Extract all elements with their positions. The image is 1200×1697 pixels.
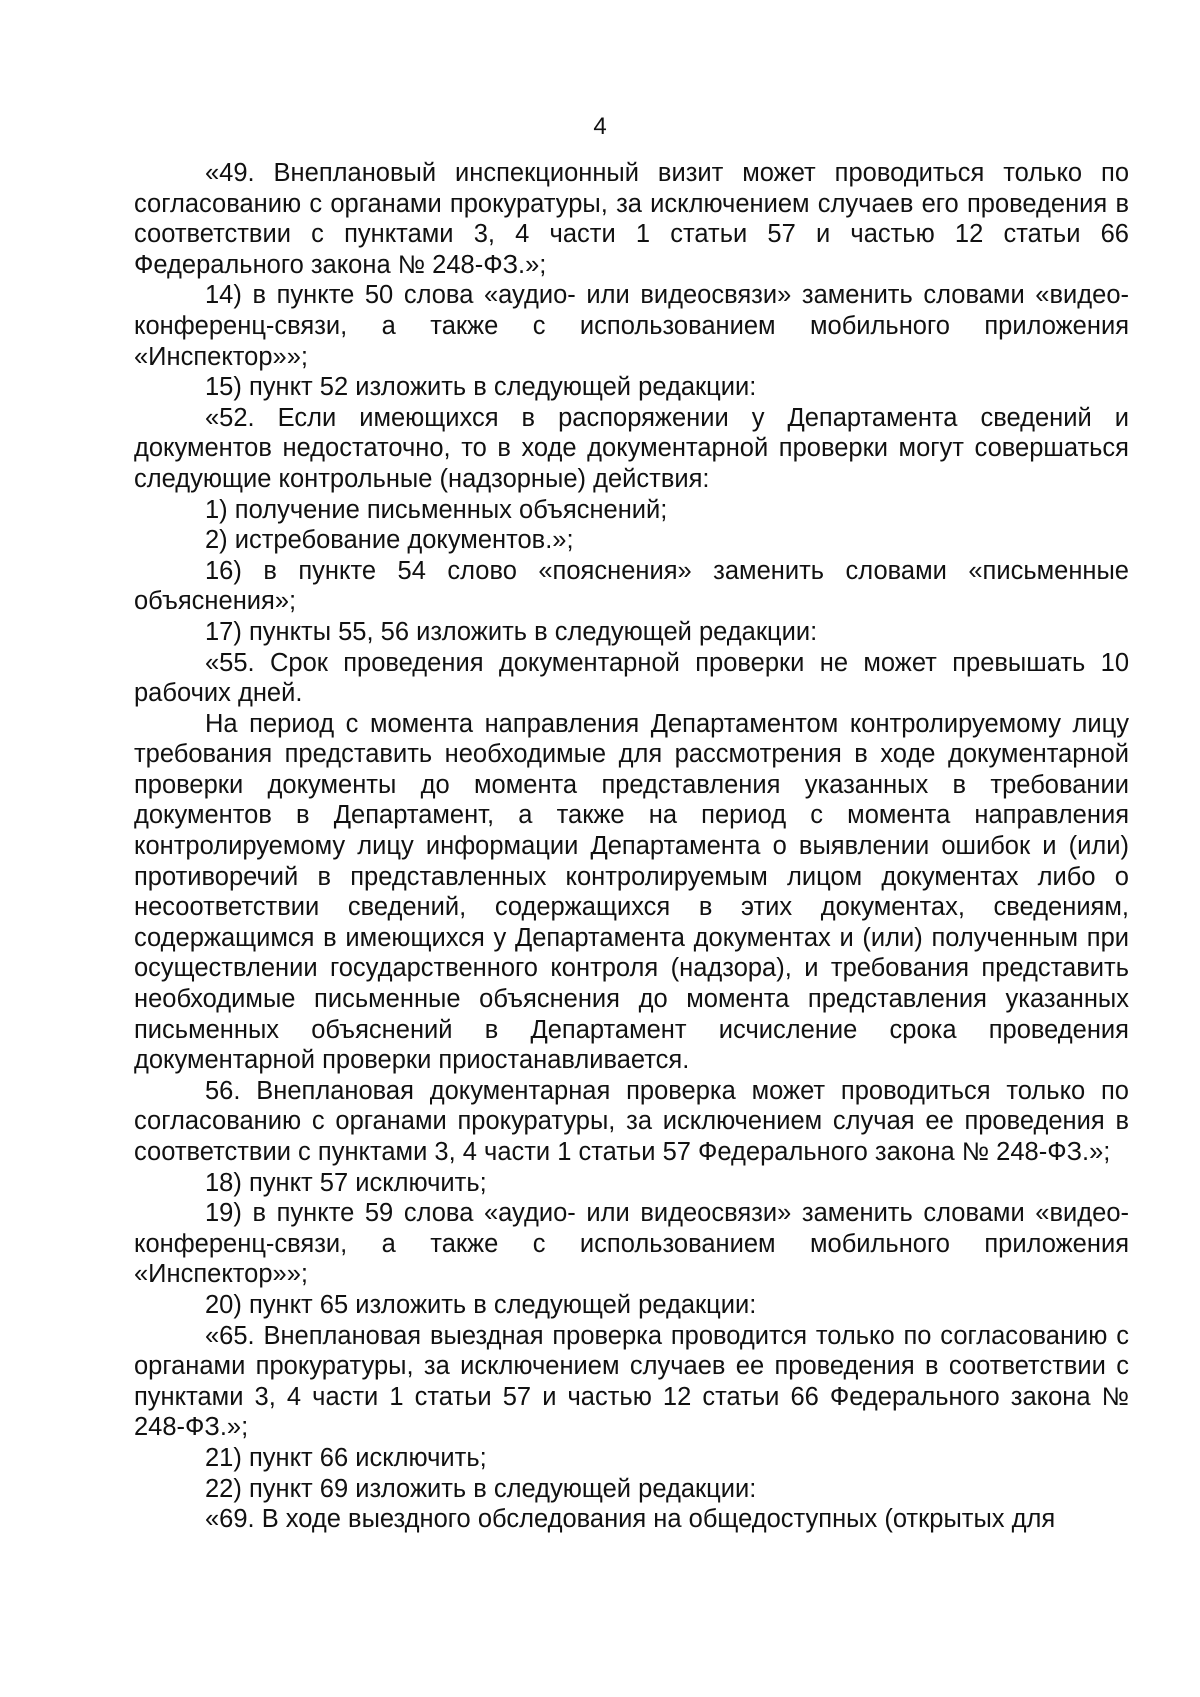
paragraph-item-56: 56. Внеплановая документарная проверка может проводиться только по согласованию с органами прокуратуры, за исключением случая ее проведения в соответствии с пунктами 3, 4 части 1 статьи 57 Федерального закона № 248-ФЗ.»; [134,1076,1129,1166]
paragraph-amendment-16: 16) в пункте 54 слово «пояснения» заменить словами «письменные объяснения»; [134,556,1129,616]
document-body [134,158,1129,1535]
paragraph-item-49: «49. Внеплановый инспекционный визит может проводиться только по согласованию с органами прокуратуры, за исключением случаев его проведения в соответствии с пунктами 3, 4 части 1 статьи 57 и частью 12 статьи 66 Федерального закона № 248-ФЗ.»; [134,159,1129,279]
paragraph-item-55-period: На период с момента направления Департаментом контролируемому лицу требования представить необходимые для рассмотрения в ходе документарной проверки документы до момента представления указанных в требовании документов в Департамент, а также на период с момента направления контролируемому лицу информации Департамента о выявлении ошибок и (или) противоречий в представленных контролируемым лицом документах либо о несоответствии сведений, содержащихся в этих документах, сведениям, содержащимся в имеющихся у Департамента документах и (или) полученным при осуществлении государственного контроля (надзора), и требования представить необходимые письменные объяснения до момента представления указанных письменных объяснений в Департамент исчисление срока проведения документарной проверки приостанавливается. [134,709,1129,1075]
paragraph-item-55: «55. Срок проведения документарной проверки не может превышать 10 рабочих дней. [134,648,1129,708]
paragraph-item-52-sub-1: 1) получение письменных объяснений; [205,495,668,524]
paragraph-item-52-sub-2: 2) истребование документов.»; [205,526,574,555]
paragraph-amendment-19: 19) в пункте 59 слова «аудио- или видеосвязи» заменить словами «видео-конференц-связи, а также с использованием мобильного приложения «Инспектор»»; [134,1199,1129,1289]
paragraph-amendment-17: 17) пункты 55, 56 изложить в следующей редакции: [205,617,818,646]
paragraph-amendment-22: 22) пункт 69 изложить в следующей редакции: [205,1474,757,1503]
paragraph-amendment-20: 20) пункт 65 изложить в следующей редакции: [205,1290,757,1319]
paragraph-item-69: «69. В ходе выездного обследования на общедоступных (открытых для [205,1505,1056,1534]
paragraph-item-52: «52. Если имеющихся в распоряжении у Департамента сведений и документов недостаточно, то в ходе документарной проверки могут совершаться следующие контрольные (надзорные) действия: [134,403,1129,493]
paragraph-amendment-14: 14) в пункте 50 слова «аудио- или видеосвязи» заменить словами «видео-конференц-связи, а также с использованием мобильного приложения «Инспектор»»; [134,281,1129,371]
paragraph-amendment-21: 21) пункт 66 исключить; [205,1443,487,1472]
page-number: 4 [593,113,607,140]
paragraph-item-65: «65. Внеплановая выездная проверка проводится только по согласованию с органами прокуратуры, за исключением случаев ее проведения в соответствии с пунктами 3, 4 части 1 статьи 57 и частью 12 статьи 66 Федерального закона № 248-ФЗ.»; [134,1321,1129,1442]
paragraph-amendment-15: 15) пункт 52 изложить в следующей редакции: [205,373,757,402]
paragraph-amendment-18: 18) пункт 57 исключить; [205,1168,487,1197]
